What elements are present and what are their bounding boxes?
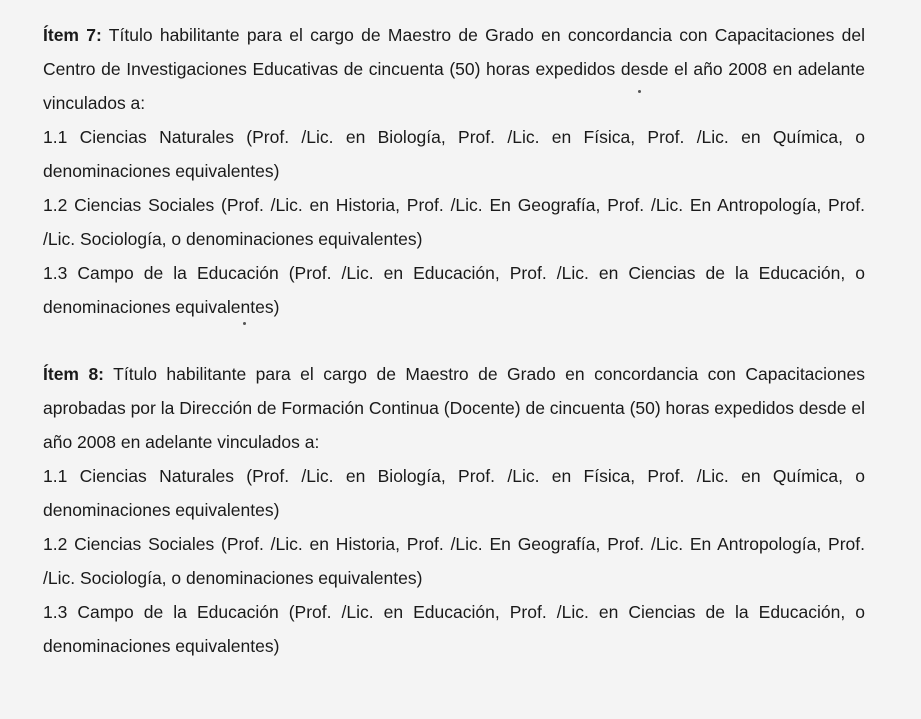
item-7-subitem-1-3: 1.3 Campo de la Educación (Prof. /Lic. en Educación, Prof. /Lic. en Ciencias de la Educación, o denominaciones equivalentes) xyxy=(43,263,865,317)
scan-speck xyxy=(638,90,641,93)
item-8-subitem-1-1: 1.1 Ciencias Naturales (Prof. /Lic. en Biología, Prof. /Lic. en Física, Prof. /Lic. en Química, o denominaciones equivalentes) xyxy=(43,466,865,520)
item-7-intro-text: Título habilitante para el cargo de Maestro de Grado en concordancia con Capacitaciones del Centro de Investigaciones Educativas de cincuenta (50) horas expedidos desde el año 2008 en adelante vinculados a: xyxy=(43,25,866,113)
item-8-intro xyxy=(43,357,865,459)
item-8-subitem-1-2: 1.2 Ciencias Sociales (Prof. /Lic. en Historia, Prof. /Lic. En Geografía, Prof. /Lic. En Antropología, Prof. /Lic. Sociología, o denominaciones equivalentes) xyxy=(43,534,865,588)
item-7-label: Ítem 7: xyxy=(43,25,102,45)
item-7-subitem-1-2: 1.2 Ciencias Sociales (Prof. /Lic. en Historia, Prof. /Lic. En Geografía, Prof. /Lic. En Antropología, Prof. /Lic. Sociología, o denominaciones equivalentes) xyxy=(43,195,865,249)
item-7-intro xyxy=(43,18,865,120)
item-8-intro-text: Título habilitante para el cargo de Maestro de Grado en concordancia con Capacitaciones aprobadas por la Dirección de Formación Continua (Docente) de cincuenta (50) horas expedidos desde el año 2008 en adelante vinculados a: xyxy=(43,364,866,452)
item-7 xyxy=(43,18,865,324)
item-8-subitem-1-3: 1.3 Campo de la Educación (Prof. /Lic. en Educación, Prof. /Lic. en Ciencias de la Educación, o denominaciones equivalentes) xyxy=(43,602,865,656)
scan-speck xyxy=(243,322,246,325)
item-7-subitem-1-1: 1.1 Ciencias Naturales (Prof. /Lic. en Biología, Prof. /Lic. en Física, Prof. /Lic. en Química, o denominaciones equivalentes) xyxy=(43,127,865,181)
item-8 xyxy=(43,357,865,663)
item-8-label: Ítem 8: xyxy=(43,364,105,384)
